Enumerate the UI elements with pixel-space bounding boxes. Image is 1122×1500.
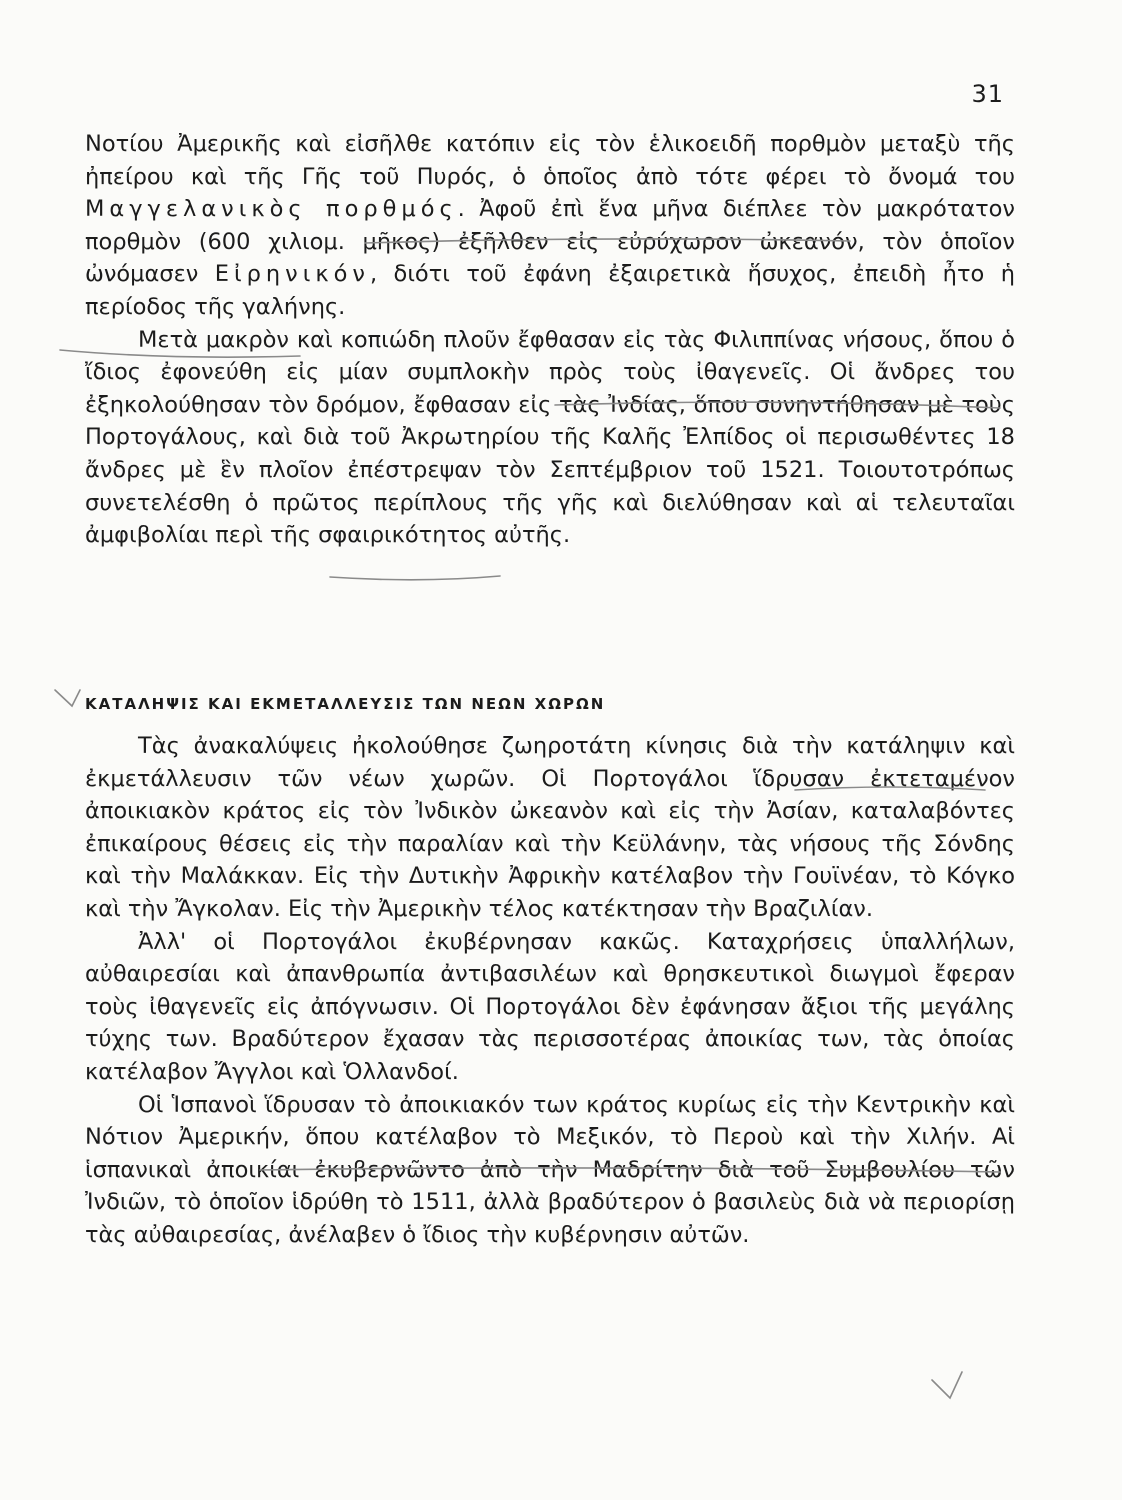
term-magellan-strait: Μαγγελανικὸς πορθμός — [85, 196, 458, 223]
paragraph-portuguese-colonies: Τὰς ἀνακαλύψεις ἠκολούθησε ζωηροτάτη κίνησις διὰ τὴν κατάληψιν καὶ ἐκμετάλλευσιν τῶν νέων χωρῶν. Οἱ Πορτογάλοι ἵδρυσαν ἐκτεταμένον ἀποικιακὸν κράτος εἰς τὸν Ἰνδικὸν ὠκεανὸν καὶ εἰς τὴν Ἀσίαν, καταλαβόντες ἐπικαίρους θέσεις εἰς τὴν παραλίαν καὶ τὴν Κεϋλάνην, τὰς νήσους τῆς Σόνδης καὶ τὴν Μαλάκκαν. Εἰς τὴν Δυτικὴν Ἀφρικὴν κατέλαβον τὴν Γουϊνέαν, τὸ Κόγκο καὶ τὴν Ἄγκολαν. Εἰς τὴν Ἀμερικὴν τέλος κατέκτησαν τὴν Βραζιλίαν. — [85, 733, 1015, 922]
paragraph-spanish-colonies: Οἱ Ἱσπανοὶ ἵδρυσαν τὸ ἀποικιακόν των κράτος κυρίως εἰς τὴν Κεντρικὴν καὶ Νότιον Ἀμερικήν, ὅπου κατέλαβον τὸ Μεξικόν, τὸ Περοὺ καὶ τὴν Χιλήν. Αἱ ἱσπανικαὶ ἀποικίαι ἐκυβερνῶντο ἀπὸ τὴν Μαδρίτην διὰ τοῦ Συμβουλίου τῶν Ἰνδιῶν, τὸ ὁποῖον ἱδρύθη τὸ 1511, ἀλλὰ βραδύτερον ὁ βασιλεὺς διὰ νὰ περιορίσῃ τὰς αὐθαιρεσίας, ἀνέλαβεν ὁ ἴδιος τὴν κυβέρνησιν αὐτῶν. — [85, 1091, 1015, 1248]
check-mark-icon — [932, 1372, 962, 1398]
page-number: 31 — [971, 80, 1004, 108]
underline-magellan — [365, 239, 850, 243]
paragraph-portuguese-misrule: Ἀλλ' οἱ Πορτογάλοι ἐκυβέρνησαν κακῶς. Καταχρήσεις ὑπαλλήλων, αὐθαιρεσίαι καὶ ἀπανθρωπία ἀντιβασιλέων καὶ θρησκευτικοὶ διωγμοὶ ἔφεραν τοὺς ἰθαγενεῖς εἰς ἀπόγνωσιν. Οἱ Πορτογάλοι δὲν ἐφάνησαν ἄξιοι τῆς μεγάλης τύχης των. Βραδύτερον ἔχασαν τὰς περισσοτέρας ἀποικίας των, τὰς ὁποίας κατέλαβον Ἄγγλοι καὶ Ὁλλανδοί. — [85, 928, 1015, 1085]
term-pacific: Εἰρηνικόν — [214, 261, 370, 288]
paragraph-text: . Ἀφοῦ ἐπὶ ἕνα μῆνα διέπλεε τὸν μακρότατον πορθμὸν (600 χιλιομ. μῆκος) ἐξῆλθεν εἰς εὐρύχωρον ὠκεανόν, τὸν ὁποῖον ὠνόμασεν — [85, 196, 1015, 288]
underline-portuguese — [795, 787, 985, 790]
paragraph-text: , διότι τοῦ ἐφάνη ἐξαιρετικὰ ἥσυχος, ἐπειδὴ ἦτο ἡ περίοδος τῆς γαλήνης. — [85, 261, 1015, 320]
paragraph-circumnavigation: Μετὰ μακρὸν καὶ κοπιώδη πλοῦν ἔφθασαν εἰς τὰς Φιλιππίνας νήσους, ὅπου ὁ ἴδιος ἐφονεύθη εἰς μίαν συμπλοκὴν πρὸς τοὺς ἰθαγενεῖς. Οἱ ἄνδρες του ἐξηκολούθησαν τὸν δρόμον, ἔφθασαν εἰς τὰς Ἰνδίας, ὅπου συνηντήθησαν μὲ τοὺς Πορτογάλους, καὶ διὰ τοῦ Ἀκρωτηρίου τῆς Καλῆς Ἐλπίδος οἱ περισωθέντες 18 ἄνδρες μὲ ἓν πλοῖον ἐπέστρεψαν τὸν Σεπτέμβριον τοῦ 1521. Τοιουτοτρόπως συνετελέσθη ὁ πρῶτος περίπλους τῆς γῆς καὶ διελύθησαν καὶ αἱ τελευταῖαι ἀμφιβολίαι περὶ τῆς σφαιρικότητος αὐτῆς. — [85, 326, 1015, 549]
underline-galini — [60, 350, 300, 357]
check-mark-icon — [55, 690, 80, 706]
paragraph-text: Νοτίου Ἀμερικῆς καὶ εἰσῆλθε κατόπιν εἰς τὸν ἑλικοειδῆ πορθμὸν μεταξὺ τῆς ἠπείρου καὶ τῆς Γῆς τοῦ Πυρός, ὁ ὁποῖος ἀπὸ τότε φέρει τὸ ὄνομά του — [85, 131, 1015, 190]
section-heading: ΚΑΤΑΛΗΨΙΣ ΚΑΙ ΕΚΜΕΤΑΛΛΕΥΣΙΣ ΤΩΝ ΝΕΩΝ ΧΩΡΩΝ — [85, 695, 606, 713]
underline-september — [330, 576, 500, 580]
underline-spanish — [260, 1168, 1000, 1172]
underline-philippines — [555, 402, 1000, 408]
